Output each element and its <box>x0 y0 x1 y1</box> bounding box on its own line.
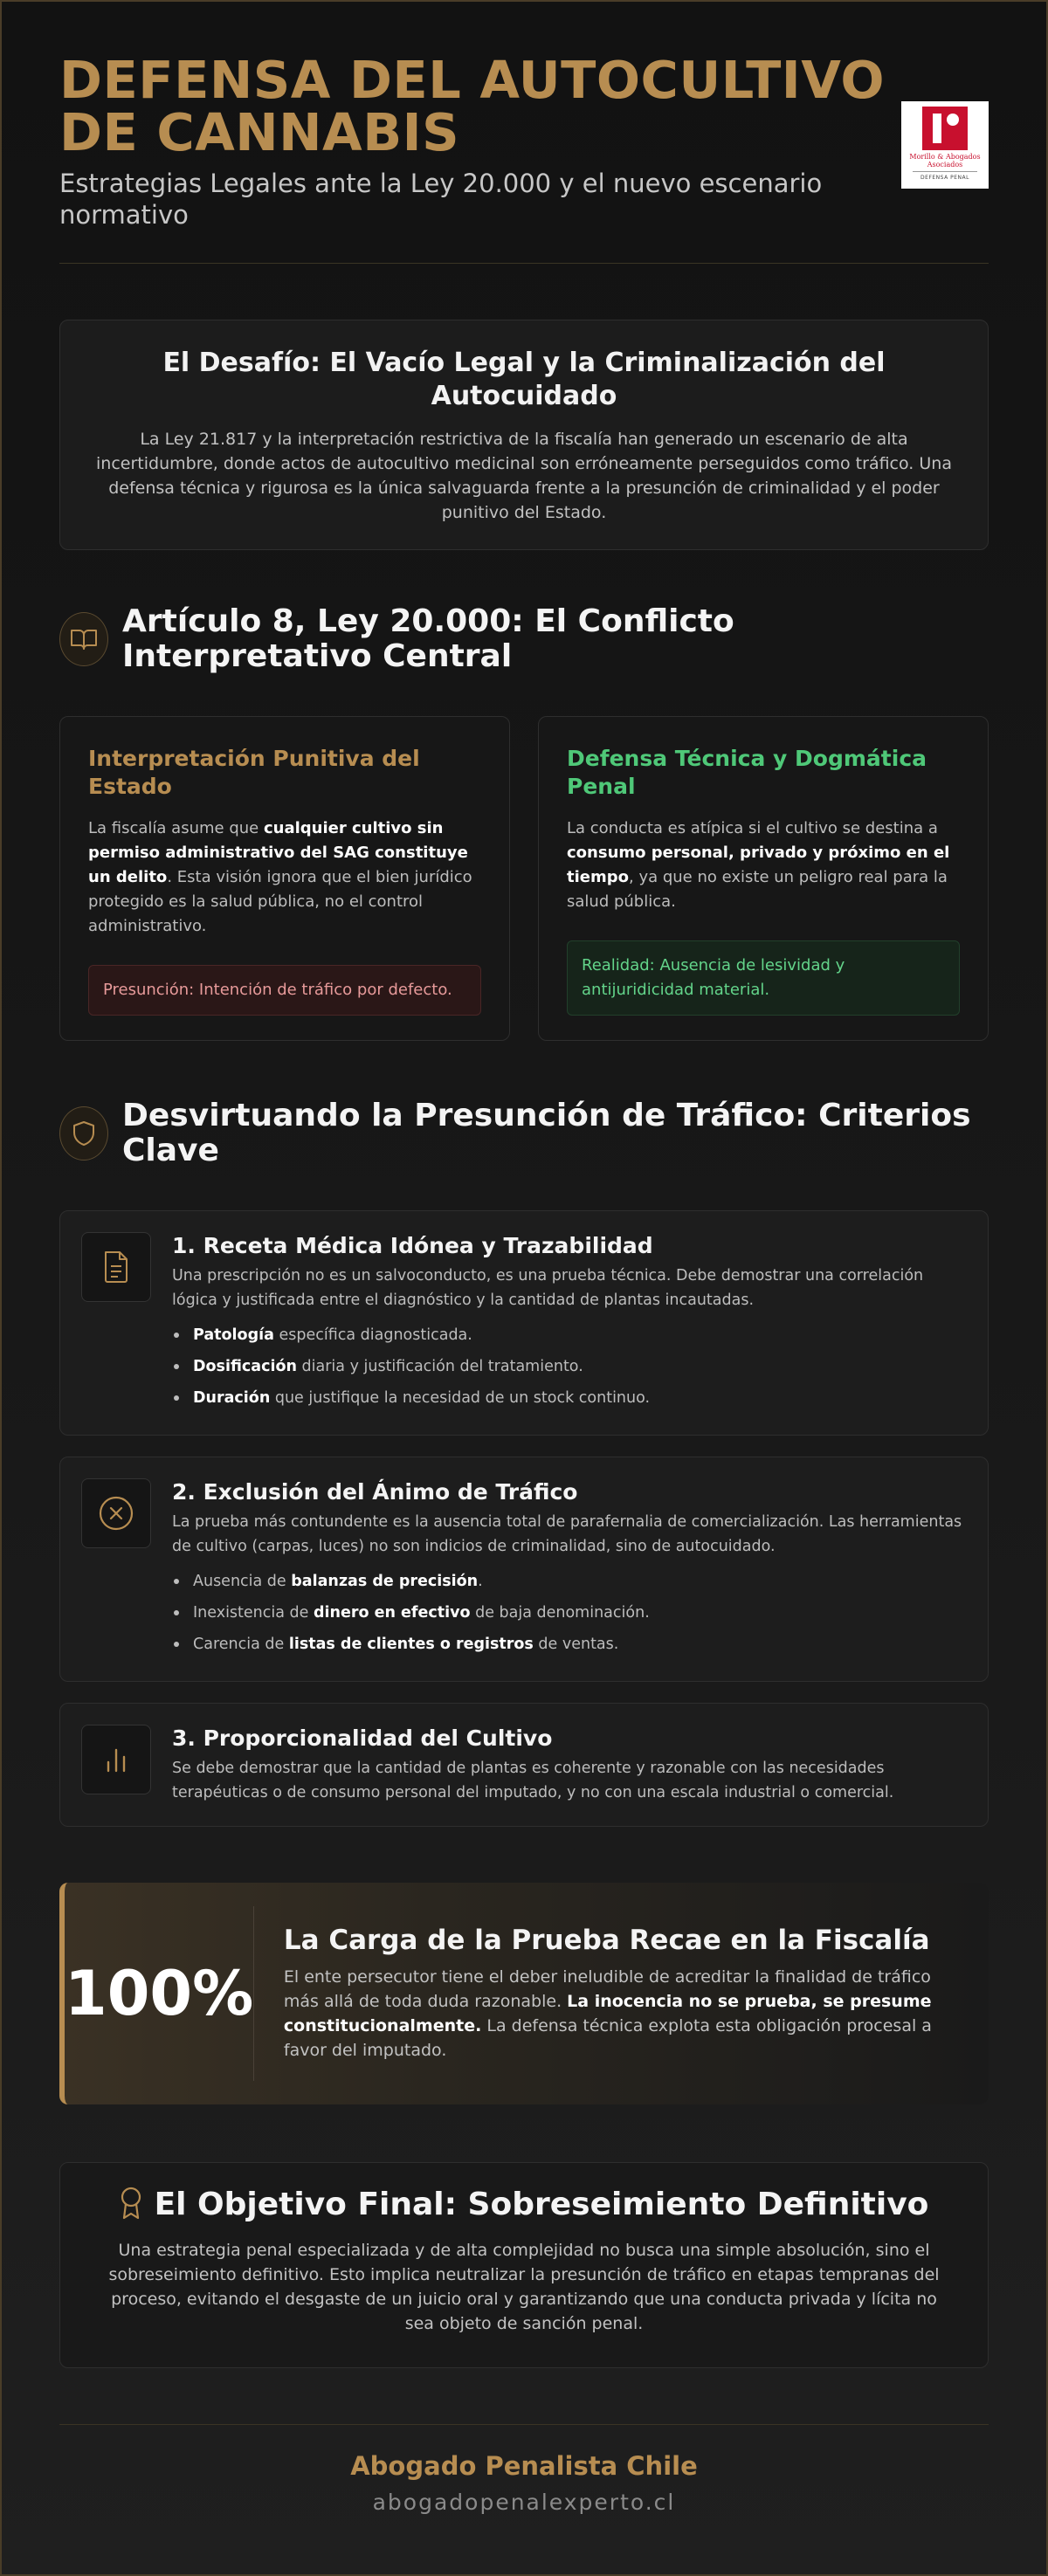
award-icon <box>120 2187 142 2223</box>
criteria-heading <box>59 1099 989 1168</box>
shield-icon <box>59 1106 108 1161</box>
list-item: Patología específica diagnosticada. <box>172 1319 967 1351</box>
article8-title: Artículo 8, Ley 20.000: El Conflicto Interpretativo Central <box>122 603 734 674</box>
logo-divider <box>913 171 977 172</box>
logo-mark-icon <box>922 107 968 150</box>
objective-heading <box>95 2186 953 2224</box>
header <box>59 2 989 264</box>
defense-title: Defensa Técnica y Dogmática Penal <box>567 746 927 799</box>
list-item: Inexistencia de dinero en efectivo de baja denominación. <box>172 1597 967 1629</box>
list-item: Ausencia de balanzas de precisión. <box>172 1566 967 1597</box>
article8-heading <box>59 604 989 674</box>
page-title: DEFENSA DEL AUTOCULTIVO DE CANNABIS <box>59 50 886 162</box>
challenge-body: La Ley 21.817 y la interpretación restrictiva de la fiscalía han generado un escenario de alta incertidumbre, donde actos de autocultivo medicinal son erróneamente perseguidos como tráfico. Una defensa técnica y rigurosa es la única salvaguarda frente a la presunción de criminalidad y el poder punitivo del Estado. <box>96 430 952 522</box>
criterion-bullets <box>172 1566 967 1660</box>
defense-body: La conducta es atípica si el cultivo se destina a consumo personal, privado y próximo en el tiempo, ya que no existe un peligro real para la salud pública. <box>567 819 950 911</box>
criterion-bullets <box>172 1319 967 1414</box>
criterion-proportionality <box>59 1703 989 1827</box>
logo-name: Morillo & Abogados Asociados <box>909 153 981 169</box>
x-circle-icon <box>81 1478 151 1548</box>
criteria-title: Desvirtuando la Presunción de Tráfico: Criterios Clave <box>122 1098 971 1168</box>
criterion-trafficking-exclusion <box>59 1457 989 1682</box>
criterion-proportionality-content <box>172 1725 967 1805</box>
list-item: Duración que justifique la necesidad de un stock continuo. <box>172 1382 967 1414</box>
objective-body: Una estrategia penal especializada y de alta complejidad no busca una simple absolución, sino el sobreseimiento definitivo. Esto implica neutralizar la presunción de tráfico en etapas tempranas del proceso, evitando el desgaste de un juicio oral y garantizando que una conducta privada y lícita no sea objeto de sanción penal. <box>108 2241 940 2333</box>
criteria-section <box>59 1099 989 1827</box>
interpretation-columns <box>59 716 989 1041</box>
footer <box>59 2424 989 2515</box>
page-subtitle: Estrategias Legales ante la Ley 20.000 y el nuevo escenario normativo <box>59 169 823 230</box>
challenge-title: El Desafío: El Vacío Legal y la Criminalización del Autocuidado <box>162 348 886 411</box>
reality-note: Realidad: Ausencia de lesividad y antijuridicidad material. <box>567 940 960 1016</box>
punitive-interpretation-card <box>59 716 510 1041</box>
punitive-title: Interpretación Punitiva del Estado <box>88 746 420 799</box>
list-item: Carencia de listas de clientes o registros de ventas. <box>172 1629 967 1660</box>
criterion-body: Se debe demostrar que la cantidad de plantas es coherente y razonable con las necesidades terapéuticas o de consumo personal del imputado, y no con una escala industrial o comercial. <box>172 1760 894 1801</box>
criterion-prescription <box>59 1210 989 1436</box>
objective-title: El Objetivo Final: Sobreseimiento Definitivo <box>154 2187 929 2222</box>
criterion-body: La prueba más contundente es la ausencia total de parafernalia de comercialización. Las herramientas de cultivo (carpas, luces) no son indicios de criminalidad, sino de autocuidado. <box>172 1513 962 1555</box>
burden-body: El ente persecutor tiene el deber ineludible de acreditar la finalidad de tráfico más allá de toda duda razonable. La inocencia no se prueba, se presume constitucionalmente. La defensa técnica explota esta obligación procesal a favor del imputado. <box>283 1967 932 2060</box>
criterion-prescription-content <box>172 1232 967 1414</box>
burden-of-proof-banner <box>59 1883 989 2104</box>
burden-title: La Carga de la Prueba Recae en la Fiscalía <box>283 1925 930 1956</box>
criterion-trafficking-content <box>172 1478 967 1660</box>
document-icon <box>81 1232 151 1302</box>
logo-tag: DEFENSA PENAL <box>920 175 969 181</box>
article8-section <box>59 604 989 1041</box>
punitive-body: La fiscalía asume que cualquier cultivo sin permiso administrativo del SAG constituye un delito. Esta visión ignora que el bien jurídico protegido es la salud pública, no el control administrativo. <box>88 819 472 935</box>
criterion-title: 3. Proporcionalidad del Cultivo <box>172 1725 553 1751</box>
presumption-note: Presunción: Intención de tráfico por defecto. <box>88 965 481 1016</box>
book-icon <box>59 612 108 666</box>
criterion-title: 1. Receta Médica Idónea y Trazabilidad <box>172 1233 653 1258</box>
criterion-title: 2. Exclusión del Ánimo de Tráfico <box>172 1479 578 1505</box>
bar-chart-icon <box>81 1725 151 1794</box>
firm-logo <box>901 101 989 189</box>
challenge-card <box>59 320 989 550</box>
list-item: Dosificación diaria y justificación del tratamiento. <box>172 1351 967 1382</box>
technical-defense-card <box>538 716 989 1041</box>
objective-card <box>59 2162 989 2368</box>
burden-percentage: 100% <box>65 1958 254 2029</box>
footer-website-link[interactable]: abogadopenalexperto.cl <box>372 2490 676 2515</box>
criterion-body: Una prescripción no es un salvoconducto, es una prueba técnica. Debe demostrar una correlación lógica y justificada entre el diagnóstico y la cantidad de plantas incautadas. <box>172 1267 924 1309</box>
burden-content <box>254 1925 989 2063</box>
footer-firm-name: Abogado Penalista Chile <box>350 2451 698 2481</box>
